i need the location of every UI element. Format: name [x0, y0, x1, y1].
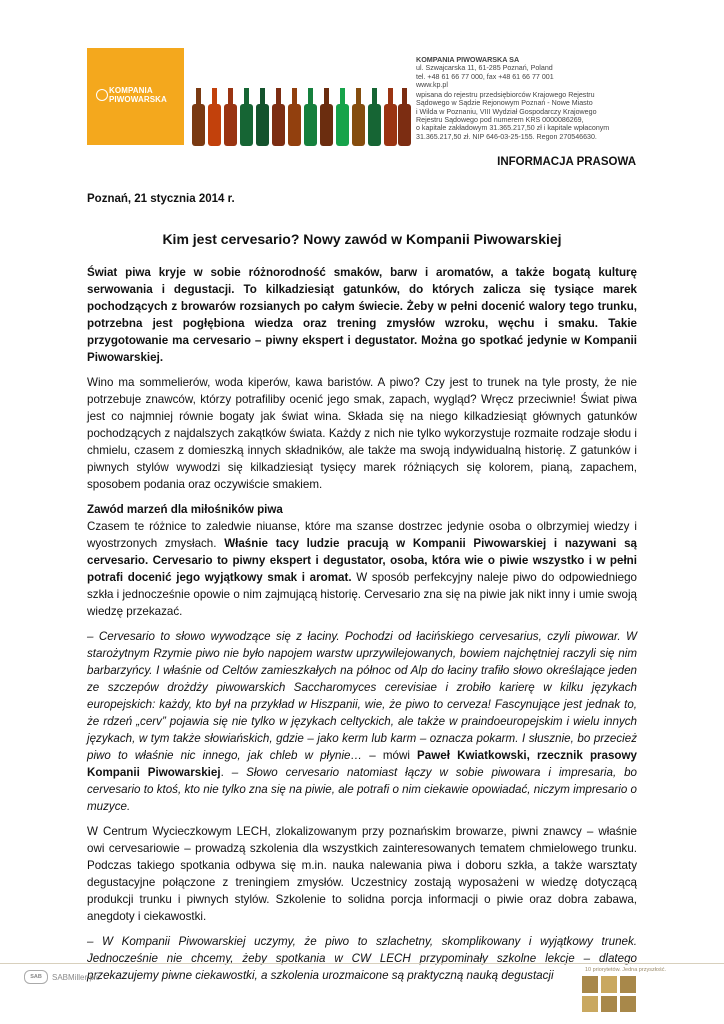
bottle-icon	[320, 88, 333, 146]
bottle-icon	[224, 88, 237, 146]
bottle-icon	[192, 88, 205, 146]
registry-line: i Wilda w Poznaniu, VIII Wydział Gospodarczy Krajowego	[416, 107, 597, 116]
paragraph: Czasem te różnice to zaledwie niuanse, które ma szanse dostrzec jedynie osoba o olbrzymiej wiedzy i wyostrzonych zmysłach. Właśnie tacy ludzie pracują w Kompanii Piwowarskiej i nazywani są cervesario. Cervesario to piwny ekspert i degustator, osoba, która wie o piwie wszystko i w pełni potrafi docenić jego wyjątkowy smak i aromat. W sposób perfekcyjny naleje piwo do odpowiedniego szkła i jednocześnie opowie o nim zajmującą historię. Cervesario zna się na piwie jak nikt inny i umie swoją wiedzę przekazać.	[87, 520, 637, 618]
bottle-icon	[240, 88, 253, 146]
bottle-icon	[398, 88, 411, 146]
registry-line: Rejestru Sądowego pod numerem KRS 0000086269,	[416, 116, 584, 125]
release-date: Poznań, 21 stycznia 2014 r.	[87, 193, 235, 205]
bottle-icon	[288, 88, 301, 146]
logo-line-1: KOMPANIA	[109, 86, 153, 95]
company-website[interactable]: www.kp.pl	[416, 80, 448, 89]
priorities-grid-icon	[582, 976, 636, 1012]
footer-tagline: 10 priorytetów. Jedna przyszłość.	[585, 967, 667, 973]
hop-emblem-icon	[96, 89, 108, 101]
logo-line-2: PIWOWARSKA	[109, 94, 167, 104]
company-contact-block	[416, 56, 656, 141]
sabmiller-label: SABMiller plc	[52, 972, 100, 982]
bottle-icon	[304, 88, 317, 146]
bottle-icon	[368, 88, 381, 146]
quote-paragraph: – W Kompanii Piwowarskiej uczymy, że piwo to szlachetny, skomplikowany i wyjątkowy trunek. Jednocześnie nie chcemy, żeby spotkania w CW LECH przypominały szkolne lekcje – dlatego przekazujemy piwne ciekawostki, a szkolenia urozmaicone są praktyczną nauką degustacji	[87, 935, 637, 982]
company-address: ul. Szwajcarska 11, 61-285 Poznań, Poland	[416, 64, 553, 73]
bold-highlight: Właśnie tacy ludzie pracują w Kompanii Piwowarskiej i nazywani są cervesario. Cervesario to piwny ekspert i degustator, osoba, która wie o piwie wszystko i w pełni potrafi docenić jego wyjątkowy smak i aromat.	[87, 537, 637, 584]
sab-badge-icon: SAB	[24, 970, 48, 984]
quote-paragraph: – Cervesario to słowo wywodzące się z łaciny. Pochodzi od łacińskiego cervesarius, czyli piwowar. W starożytnym Rzymie piwo nie było napojem warstw uprzywilejowanych, bowiem najchętniej raczyli się nim barbarzyńcy. I właśnie od Celtów zamieszkałych na północ od Alp do łaciny trafiło słowo określające jeden ze szczepów drożdży piwowarskich Saccharomyces cerevisiae i zrobiło karierę w kilku językach europejskich: każdy, kto był na przykład w Hiszpanii, wie, że piwo to cerveza! Fascynujące jest jednak to, że rdzeń „cerv” pojawia się nie tylko w językach celtyckich, ale także w praindoeuropejskim i wielu innych językach, w tym także słowiańskich, gdzie – jako kerm lub karm – oznacza pokarm. I słusznie, bo przecież piwo to właśnie nic innego, jak chleb w płynie… – mówi Paweł Kwiatkowski, rzecznik prasowy Kompanii Piwowarskiej. – Słowo cervesario natomiast łączy w sobie piwowara i impresaria, bo cervesario to ktoś, kto nie tylko zna się na piwie, ale potrafi o nim ciekawie opowiadać, niczym impresario o muzyce.	[87, 630, 637, 813]
registry-line: Sądowego w Sądzie Rejonowym Poznań - Nowe Miasto	[416, 99, 593, 108]
paragraph: W Centrum Wycieczkowym LECH, zlokalizowanym przy poznańskim browarze, piwni znawcy – właśnie owi cervesariowie – prowadzą szkolenia dla wszystkich zainteresowanych tematem chmielowego trunku. Podczas takiego spotkania odbywa się m.in. nauka nalewania piwa i doboru szkła, a także warsztaty degustacyjne połączone z treningiem zmysłów. Uczestnicy zostają wyposażeni w wiedzę dotyczącą produkcji trunku i piwnych stylów. Szkolenie to solidna porcja informacji o piwie oraz dobra zabawa, anegdoty i ciekawostki.	[87, 825, 637, 923]
bottle-icon	[384, 88, 397, 146]
sabmiller-logo	[24, 970, 100, 984]
speaker-name: Paweł Kwiatkowski, rzecznik prasowy Kompanii Piwowarskiej	[87, 749, 637, 779]
article-body	[87, 264, 637, 992]
company-logo	[87, 48, 184, 145]
beer-bottles-image	[190, 82, 412, 146]
company-phone: tel. +48 61 66 77 000, fax +48 61 66 77 001	[416, 72, 554, 81]
registry-line: wpisana do rejestru przedsiębiorców Krajowego Rejestru	[416, 91, 595, 100]
bottle-icon	[352, 88, 365, 146]
paragraph: Wino ma sommelierów, woda kiperów, kawa baristów. A piwo? Czy jest to trunek na tyle prosty, że nie potrzebuje znawców, którzy potrafiliby ocenić jego smak, zapach, wygląd? Wręcz przeciwnie! Świat piwa jest co najmniej równie bogaty jak świat wina. Składa się na niego kilkadziesiąt głównych gatunków pochodzących z najdalszych zakątków świata. Każdy z nich nie tylko wykorzystuje rozmaite rodzaje słodu i chmielu, czasem z domieszką innych składników, ale także ma swoją indywidualną historię. Z gatunków i piwnych stylów wywodzi się kilkadziesiąt tysięcy marek różniących się kolorem, pianą, zapachem, sposobem podania oraz oczywiście smakiem.	[87, 376, 637, 491]
bottle-icon	[272, 88, 285, 146]
footer-divider	[0, 963, 724, 964]
press-release-label: INFORMACJA PRASOWA	[497, 156, 636, 168]
lead-paragraph: Świat piwa kryje w sobie różnorodność smaków, barw i aromatów, a także bogatą kulturę serwowania i degustacji. To kilkadziesiąt gatunków, do których zalicza się tysiące marek pochodzących z browarów rozsianych po całym świecie. Żeby w pełni docenić walory tego trunku, potrzebna jest pogłębiona wiedza oraz trening zmysłów wzroku, węchu i smaku. Takie przygotowanie ma cervesario – piwny ekspert i degustator. Można go spotkać jedynie w Kompanii Piwowarskiej.	[87, 266, 637, 364]
bottle-icon	[208, 88, 221, 146]
article-title: Kim jest cervesario? Nowy zawód w Kompanii Piwowarskiej	[162, 231, 562, 247]
registry-line: o kapitale zakładowym 31.365.217,50 zł i kapitale wpłaconym	[416, 124, 610, 133]
bottle-icon	[256, 88, 269, 146]
registry-line: 31.365.217,50 zł. NIP 646-03-25-155. Regon 270546630.	[416, 132, 597, 141]
section-subheading: Zawód marzeń dla miłośników piwa	[87, 503, 283, 516]
bottle-icon	[336, 88, 349, 146]
company-name: KOMPANIA PIWOWARSKA SA	[416, 55, 520, 64]
